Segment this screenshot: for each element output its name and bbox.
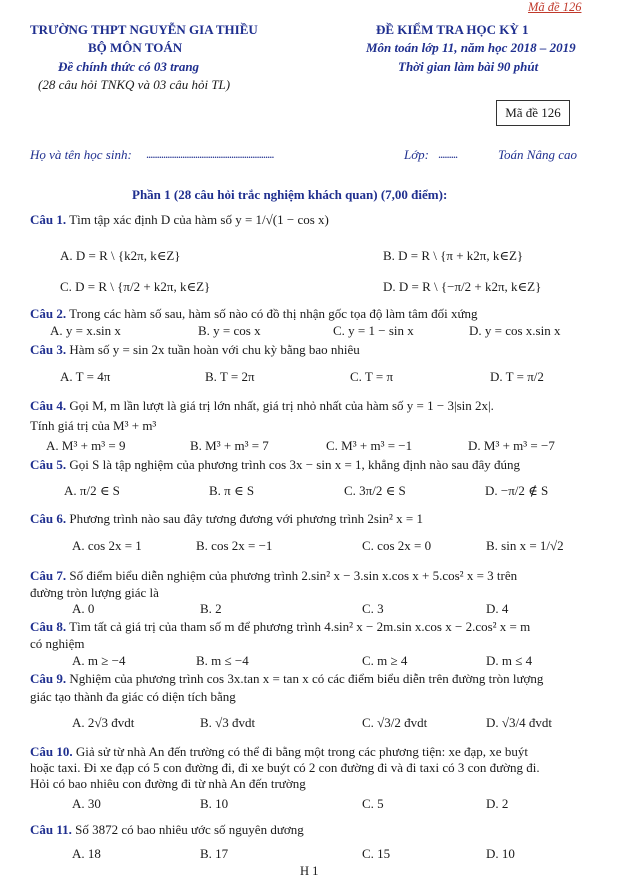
q7-option-d: D. 4: [486, 601, 509, 616]
question-5: [30, 457, 520, 473]
q8-option-d: D. m ≤ 4: [486, 653, 533, 668]
q5-option-b: B. π ∈ S: [209, 483, 255, 498]
question-label: Câu 7.: [30, 568, 67, 583]
exam-title: ĐỀ KIỂM TRA HỌC KỲ 1: [376, 22, 529, 37]
question-text: Phương trình nào sau đây tương đương với phương trình 2sin² x = 1: [69, 511, 424, 526]
question-9: [30, 671, 543, 687]
q8-option-b: B. m ≤ −4: [196, 653, 249, 668]
q11-option-d: D. 10: [486, 846, 515, 861]
q7-option-b: B. 2: [200, 601, 222, 616]
q10-option-c: C. 5: [362, 796, 384, 811]
question-text: Hàm số y = sin 2x tuần hoàn với chu kỳ bằng bao nhiêu: [69, 342, 360, 357]
q10-text-continued: hoặc taxi. Đi xe đạp có 5 con đường đi, đi xe buýt có 2 con đường đi và đi taxi có 3 con đường đi.: [30, 760, 540, 775]
structure-note: (28 câu hỏi TNKQ và 03 câu hỏi TL): [38, 77, 231, 92]
subject-line: Môn toán lớp 11, năm học 2018 – 2019: [366, 40, 576, 55]
q2-option-a: A. y = x.sin x: [50, 323, 121, 338]
question-label: Câu 10.: [30, 744, 73, 759]
student-name-label: Họ và tên học sinh:: [30, 147, 132, 162]
question-text: Gọi S là tập nghiệm của phương trình cos 3x − sin x = 1, khẳng định nào sau đây đúng: [69, 457, 521, 472]
q3-option-b: B. T = 2π: [205, 369, 255, 384]
question-label: Câu 4.: [30, 398, 67, 413]
q5-option-a: A. π/2 ∈ S: [64, 483, 120, 498]
q11-option-b: B. 17: [200, 846, 229, 861]
question-text: Trong các hàm số sau, hàm số nào có đồ thị nhận gốc tọa độ làm tâm đối xứng: [69, 306, 478, 321]
q8-option-c: C. m ≥ 4: [362, 653, 408, 668]
q9-option-b: B. √3 đvdt: [200, 715, 256, 730]
q1-option-d: D. D = R \ {−π/2 + k2π, k∈Z}: [383, 279, 542, 294]
q9-text-continued: giác tạo thành đa giác có diện tích bằng: [30, 689, 236, 704]
q3-option-a: A. T = 4π: [60, 369, 111, 384]
q7-text-continued: đường tròn lượng giác là: [30, 585, 159, 600]
q2-option-b: B. y = cos x: [198, 323, 261, 338]
q10-option-a: A. 30: [72, 796, 101, 811]
q2-option-c: C. y = 1 − sin x: [333, 323, 414, 338]
q4-text-continued: Tính giá trị của M³ + m³: [30, 418, 157, 433]
question-text: Số điểm biểu diễn nghiệm của phương trình 2.sin² x − 3.sin x.cos x + 5.cos² x = 3 trên: [69, 568, 518, 583]
q7-option-a: A. 0: [72, 601, 95, 616]
q6-option-b: B. cos 2x = −1: [196, 538, 273, 553]
student-name-dots: ............................................................: [146, 147, 274, 161]
q4-option-a: A. M³ + m³ = 9: [46, 438, 126, 453]
department-name: BỘ MÔN TOÁN: [88, 40, 183, 55]
q10-text-continued-2: Hỏi có bao nhiêu con đường đi từ nhà An đến trường: [30, 776, 306, 791]
q1-option-a: A. D = R \ {k2π, k∈Z}: [60, 248, 181, 263]
q2-option-d: D. y = cos x.sin x: [469, 323, 561, 338]
question-text: Giả sử từ nhà An đến trường có thể đi bằng một trong các phương tiện: xe đạp, xe buýt: [75, 744, 528, 759]
q11-option-c: C. 15: [362, 846, 391, 861]
question-label: Câu 2.: [30, 306, 67, 321]
question-text: Gọi M, m lần lượt là giá trị lớn nhất, giá trị nhỏ nhất của hàm số y = 1 − 3|sin 2x|.: [69, 398, 494, 413]
question-2: [30, 306, 478, 322]
q1-option-c: C. D = R \ {π/2 + k2π, k∈Z}: [60, 279, 211, 294]
question-label: Câu 9.: [30, 671, 67, 686]
q9-option-a: A. 2√3 đvdt: [72, 715, 135, 730]
q10-option-d: D. 2: [486, 796, 509, 811]
q11-option-a: A. 18: [72, 846, 101, 861]
question-label: Câu 6.: [30, 511, 67, 526]
official-note: Đề chính thức có 03 trang: [58, 59, 200, 74]
question-text: Tìm tập xác định D của hàm số y = 1/√(1 − cos x): [69, 212, 329, 227]
q3-option-c: C. T = π: [350, 369, 394, 384]
section-title: Phần 1 (28 câu hỏi trắc nghiệm khách quan) (7,00 điểm):: [132, 187, 448, 202]
class-label: Lớp:: [404, 147, 429, 162]
q1-option-b: B. D = R \ {π + k2π, k∈Z}: [383, 248, 524, 263]
q4-option-d: D. M³ + m³ = −7: [468, 438, 555, 453]
q4-option-c: C. M³ + m³ = −1: [326, 438, 413, 453]
question-1: [30, 212, 329, 228]
question-7: [30, 568, 517, 584]
question-8: [30, 619, 530, 635]
q3-option-d: D. T = π/2: [490, 369, 544, 384]
question-label: Câu 11.: [30, 822, 72, 837]
question-6: [30, 511, 423, 527]
q4-option-b: B. M³ + m³ = 7: [190, 438, 269, 453]
question-label: Câu 1.: [30, 212, 67, 227]
time-line: Thời gian làm bài 90 phút: [398, 59, 539, 74]
question-label: Câu 3.: [30, 342, 67, 357]
corner-exam-code: Mã đề 126: [528, 0, 582, 14]
question-11: [30, 822, 304, 838]
question-4: [30, 398, 494, 414]
q6-option-a: A. cos 2x = 1: [72, 538, 142, 553]
question-text: Tìm tất cả giá trị của tham số m để phương trình 4.sin² x − 2m.sin x.cos x − 2.cos² x = m: [69, 619, 531, 634]
page-footer: H 1: [300, 864, 319, 878]
q7-option-c: C. 3: [362, 601, 384, 616]
school-name: TRƯỜNG THPT NGUYỄN GIA THIỀU: [30, 22, 258, 37]
q6-option-c: C. cos 2x = 0: [362, 538, 432, 553]
question-text: Nghiệm của phương trình cos 3x.tan x = tan x có các điểm biểu diễn trên đường tròn lượng: [69, 671, 544, 686]
q5-option-d: D. −π/2 ∉ S: [485, 483, 549, 498]
q8-option-a: A. m ≥ −4: [72, 653, 126, 668]
exam-code-box: Mã đề 126: [496, 100, 570, 126]
question-label: Câu 8.: [30, 619, 67, 634]
question-label: Câu 5.: [30, 457, 67, 472]
q8-text-continued: có nghiệm: [30, 636, 85, 651]
level-label: Toán Nâng cao: [498, 147, 577, 162]
q5-option-c: C. 3π/2 ∈ S: [344, 483, 406, 498]
q9-option-d: D. √3/4 đvdt: [486, 715, 552, 730]
class-dots: .........: [438, 147, 458, 161]
question-text: Số 3872 có bao nhiêu ước số nguyên dương: [75, 822, 304, 837]
question-3: [30, 342, 360, 358]
q6-option-d: B. sin x = 1/√2: [486, 538, 564, 553]
q9-option-c: C. √3/2 đvdt: [362, 715, 428, 730]
question-10: [30, 744, 528, 760]
q10-option-b: B. 10: [200, 796, 229, 811]
